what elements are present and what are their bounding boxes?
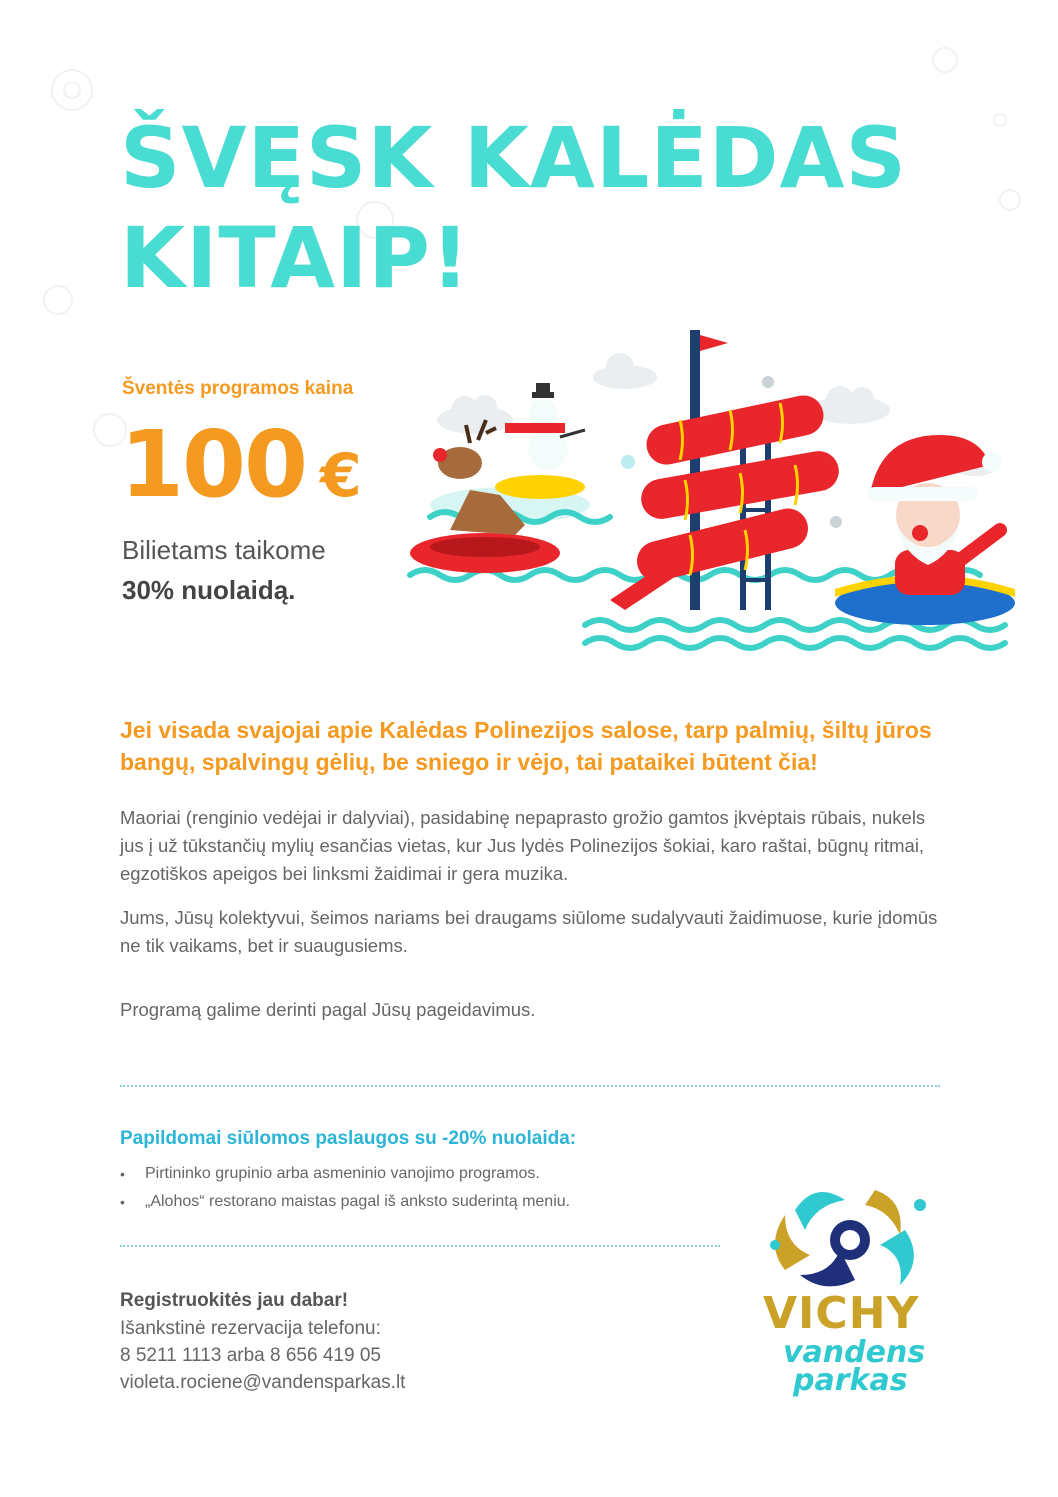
logo-parkas: parkas bbox=[793, 1363, 908, 1398]
logo-vandens: vandens bbox=[783, 1335, 926, 1370]
list-item: • Pirtininko grupinio arba asmeninio vanojimo programos. bbox=[120, 1160, 570, 1188]
price-amount bbox=[120, 410, 360, 531]
logo-vichy: VICHY bbox=[763, 1288, 920, 1339]
discount-line2: 30% nuolaidą. bbox=[122, 575, 296, 605]
headline-line1: ŠVĘSK KALĖDAS bbox=[120, 109, 907, 207]
list-item: • „Alohos“ restorano maistas pagal iš anksto suderintą meniu. bbox=[120, 1188, 570, 1216]
registration-phones: 8 5211 1113 arba 8 656 419 05 bbox=[120, 1345, 381, 1366]
price-value: 100 bbox=[120, 411, 307, 518]
extras-title: Papildomai siūlomos paslaugos su -20% nuolaida: bbox=[120, 1128, 577, 1149]
vichy-logo bbox=[755, 1170, 945, 1410]
body-paragraph: Maoriai (renginio vedėjai ir dalyviai), pasidabinę nepaprasto grožio gamtos įkvėptais rūbais, nukels jus į už tūkstančių mylių esančias vietas, kur Jus lydės Polinezijos šokiai, karo raštai, būgnų ritmai, egzotiškos apeigos bei linksmi žaidimai ir gera muzika. bbox=[120, 807, 926, 884]
headline bbox=[120, 108, 907, 308]
discount-line1: Bilietams taikome bbox=[122, 535, 326, 565]
body-paragraph: Jums, Jūsų kolektyvui, šeimos nariams bei draugams siūlome sudalyvauti žaidimuose, kurie įdomūs ne tik vaikams, bet ir suaugusiems. bbox=[120, 907, 938, 956]
dotted-divider bbox=[120, 1085, 940, 1087]
extras-list bbox=[120, 1160, 570, 1216]
registration-email[interactable]: violeta.rociene@vandensparkas.lt bbox=[120, 1372, 406, 1393]
headline-line2: KITAIP! bbox=[120, 209, 471, 307]
splash-icon bbox=[755, 1170, 945, 1300]
price-label: Šventės programos kaina bbox=[122, 378, 354, 399]
registration-title: Registruokitės jau dabar! bbox=[120, 1290, 349, 1311]
lead-paragraph: Jei visada svajojai apie Kalėdas Polinezijos salose, tarp palmių, šiltų jūros bangų, spalvingų gėlių, be sniego ir vėjo, tai pataikei būtent čia! bbox=[120, 717, 932, 775]
christmas-waterpark-illustration bbox=[400, 325, 1040, 660]
body-paragraph: Programą galime derinti pagal Jūsų pageidavimus. bbox=[120, 999, 536, 1020]
registration-line: Išankstinė rezervacija telefonu: bbox=[120, 1318, 381, 1339]
dotted-divider bbox=[120, 1245, 720, 1247]
price-currency: € bbox=[320, 441, 360, 511]
